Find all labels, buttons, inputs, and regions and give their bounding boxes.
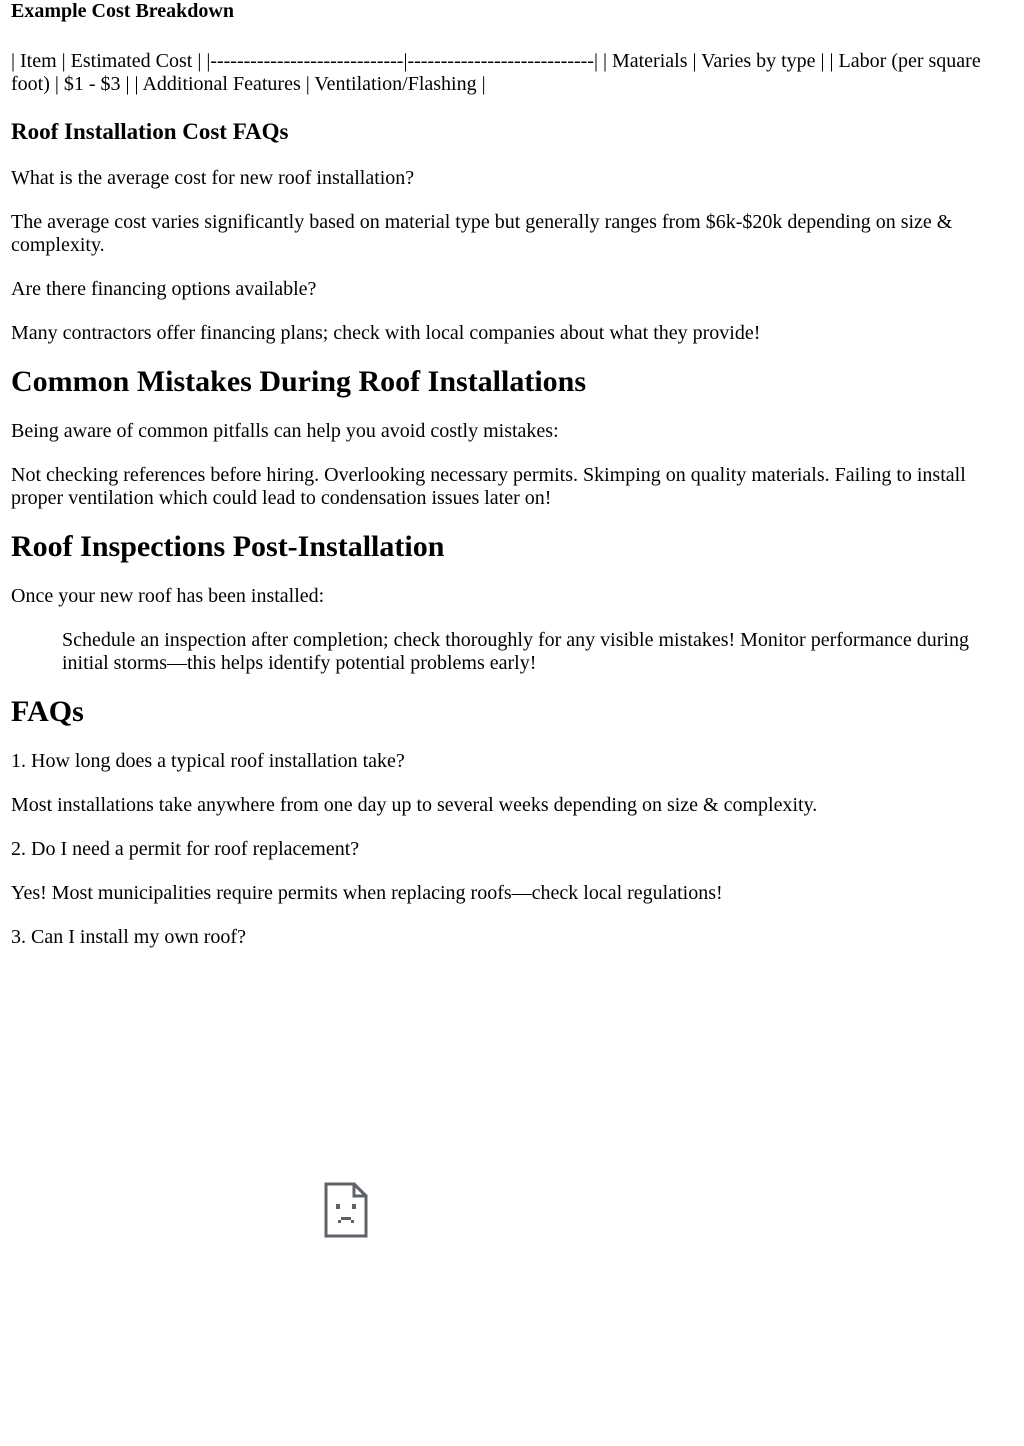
faq-question-2: 2. Do I need a permit for roof replacement? [11, 838, 360, 860]
inspections-heading: Roof Inspections Post-Installation [11, 530, 445, 563]
faq-answer-1: Most installations take anywhere from one day up to several weeks depending on size & complexity. [11, 794, 818, 816]
inspections-intro: Once your new roof has been installed: [11, 585, 325, 607]
cost-faq-answer-1: The average cost varies significantly based on material type but generally ranges from $6k-$20k depending on size & complexity. [11, 211, 953, 256]
inspections-quote: Schedule an inspection after completion; check thoroughly for any visible mistakes! Monitor performance during initial storms—this helps identify potential problems early! [62, 629, 969, 674]
faqs-heading: FAQs [11, 695, 84, 728]
faq-question-3: 3. Can I install my own roof? [11, 926, 246, 948]
faq-question-1: 1. How long does a typical roof installation take? [11, 750, 405, 772]
faq-answer-2: Yes! Most municipalities require permits when replacing roofs—check local regulations! [11, 882, 723, 904]
cost-faq-question-1: What is the average cost for new roof installation? [11, 167, 415, 189]
mistakes-intro: Being aware of common pitfalls can help you avoid costly mistakes: [11, 420, 559, 442]
cost-faq-answer-2: Many contractors offer financing plans; check with local companies about what they provide! [11, 322, 761, 344]
embedded-frame [324, 1182, 368, 1238]
mistakes-heading: Common Mistakes During Roof Installations [11, 365, 587, 398]
broken-page-icon [324, 1182, 368, 1238]
mistakes-body: Not checking references before hiring. Overlooking necessary permits. Skimping on quality materials. Failing to install proper ventilation which could lead to condensation issues later on! [11, 464, 966, 509]
cost-table-text: | Item | Estimated Cost | |-----------------------------|----------------------------| | Materials | Varies by type | | Labor (per square foot) | $1 - $3 | | Additional Features | Ventilation/Flashing | [11, 50, 981, 95]
cost-faqs-heading: Roof Installation Cost FAQs [11, 119, 289, 144]
cost-faq-question-2: Are there financing options available? [11, 278, 317, 300]
cost-breakdown-heading: Example Cost Breakdown [11, 0, 234, 22]
article-content [11, 0, 1013, 949]
